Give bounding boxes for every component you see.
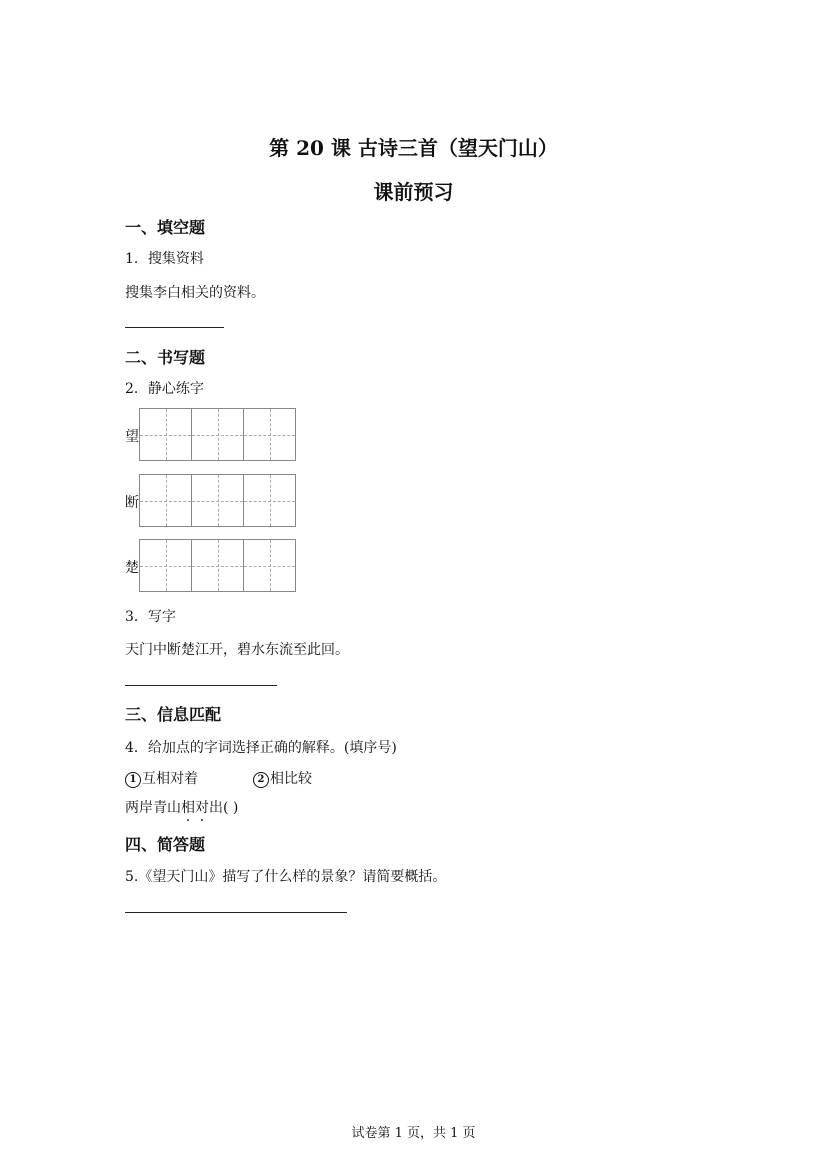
option-1-text: 互相对着 xyxy=(142,771,198,787)
practice-cell[interactable] xyxy=(191,539,244,592)
practice-cell[interactable] xyxy=(243,408,296,461)
question-4-label: 4．给加点的字词选择正确的解释。(填序号) xyxy=(125,740,397,756)
practice-char-2: 断 xyxy=(125,495,139,511)
dotted-char-2: 对 xyxy=(195,800,209,816)
question-2-label: 2．静心练字 xyxy=(125,381,204,397)
option-2-text: 相比较 xyxy=(270,771,312,787)
option-2-number: 2 xyxy=(253,772,269,788)
practice-grid-row-3[interactable] xyxy=(139,539,295,591)
question-5-label: 5.《望天门山》描写了什么样的景象？请简要概括。 xyxy=(125,869,447,885)
question-4-sentence xyxy=(125,797,238,817)
section-heading-short-answer: 四、简答题 xyxy=(125,835,206,854)
practice-cell[interactable] xyxy=(139,408,192,461)
option-1-number: 1 xyxy=(125,772,141,788)
answer-blank[interactable]: 出( ) xyxy=(209,800,239,816)
section-heading-fill: 一、填空题 xyxy=(125,218,206,237)
practice-cell[interactable] xyxy=(243,539,296,592)
section-heading-writing: 二、书写题 xyxy=(125,348,206,367)
practice-cell[interactable] xyxy=(191,474,244,527)
question-1-text: 搜集李白相关的资料。 xyxy=(125,285,265,301)
section-heading-matching: 三、信息匹配 xyxy=(125,705,222,724)
dotted-char-1: 相 xyxy=(181,800,195,816)
practice-char-1: 望 xyxy=(125,429,139,445)
practice-cell[interactable] xyxy=(191,408,244,461)
sentence-start: 两岸青山 xyxy=(125,800,181,816)
page-footer: 试卷第 1 页，共 1 页 xyxy=(351,1126,476,1141)
answer-line-5[interactable] xyxy=(125,912,347,913)
practice-cell[interactable] xyxy=(139,539,192,592)
practice-grid-row-1[interactable] xyxy=(139,408,295,460)
practice-cell[interactable] xyxy=(243,474,296,527)
option-1 xyxy=(125,768,198,788)
option-2 xyxy=(253,768,312,788)
question-1-label: 1．搜集资料 xyxy=(125,251,204,267)
answer-line-3[interactable] xyxy=(125,685,277,686)
page-title: 第 20 课 古诗三首（望天门山） xyxy=(269,136,558,160)
answer-line-1[interactable] xyxy=(125,327,224,328)
practice-grid-row-2[interactable] xyxy=(139,474,295,526)
question-3-label: 3．写字 xyxy=(125,609,176,625)
practice-cell[interactable] xyxy=(139,474,192,527)
page-subtitle: 课前预习 xyxy=(373,180,454,204)
question-3-text: 天门中断楚江开，碧水东流至此回。 xyxy=(125,642,349,658)
practice-char-3: 楚 xyxy=(125,560,139,576)
